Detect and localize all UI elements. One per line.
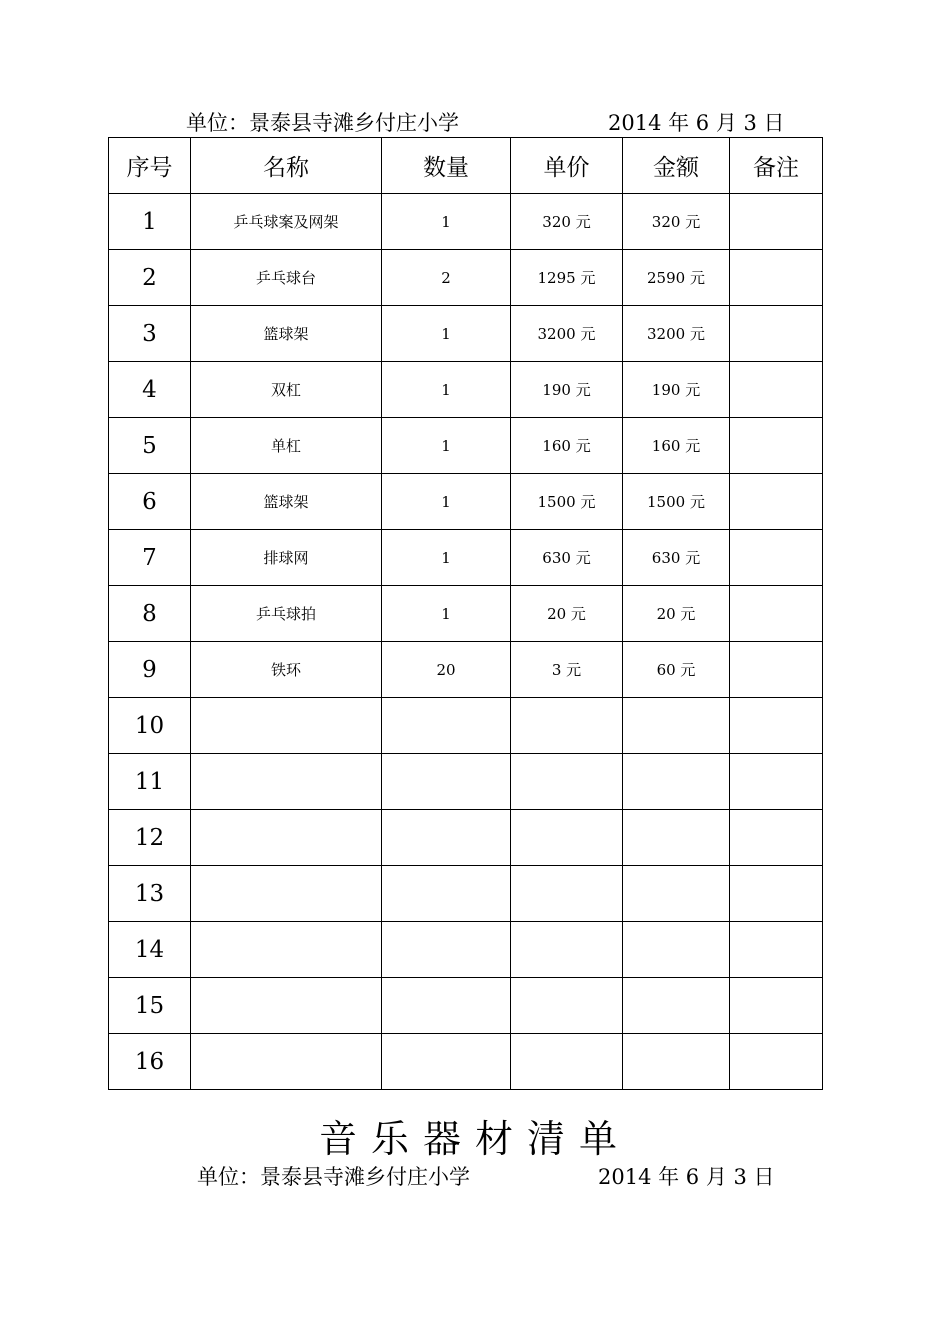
cell-note	[730, 698, 823, 754]
cell-no: 8	[109, 586, 191, 642]
cell-note	[730, 642, 823, 698]
cell-price: 3200 元	[511, 306, 623, 362]
cell-no: 16	[109, 1034, 191, 1090]
cell-amount	[623, 922, 730, 978]
table-row	[109, 978, 823, 1034]
cell-price	[511, 810, 623, 866]
cell-no: 9	[109, 642, 191, 698]
cell-no: 4	[109, 362, 191, 418]
cell-note	[730, 978, 823, 1034]
cell-price: 1500 元	[511, 474, 623, 530]
cell-qty	[382, 1034, 511, 1090]
table-body	[109, 194, 823, 1090]
cell-amount	[623, 754, 730, 810]
cell-qty	[382, 754, 511, 810]
equipment-table	[108, 137, 823, 1090]
table-row	[109, 250, 823, 306]
cell-name	[191, 866, 382, 922]
cell-qty	[382, 866, 511, 922]
cell-price	[511, 754, 623, 810]
cell-no: 3	[109, 306, 191, 362]
cell-no: 10	[109, 698, 191, 754]
date-label-top: 2014 年 6 月 3 日	[608, 111, 785, 135]
cell-price: 320 元	[511, 194, 623, 250]
cell-name	[191, 1034, 382, 1090]
unit-label-bottom: 单位：景泰县寺滩乡付庄小学	[197, 1165, 470, 1189]
cell-price: 3 元	[511, 642, 623, 698]
cell-amount	[623, 978, 730, 1034]
cell-price: 190 元	[511, 362, 623, 418]
cell-amount: 320 元	[623, 194, 730, 250]
cell-qty: 2	[382, 250, 511, 306]
cell-price: 20 元	[511, 586, 623, 642]
cell-qty	[382, 978, 511, 1034]
header-no: 序号	[109, 138, 191, 194]
header-price: 单价	[511, 138, 623, 194]
table-row	[109, 866, 823, 922]
cell-amount	[623, 866, 730, 922]
header-name: 名称	[191, 138, 382, 194]
cell-price	[511, 922, 623, 978]
header-amount: 金额	[623, 138, 730, 194]
cell-amount: 160 元	[623, 418, 730, 474]
table-row	[109, 922, 823, 978]
header-note: 备注	[730, 138, 823, 194]
cell-qty: 20	[382, 642, 511, 698]
cell-no: 13	[109, 866, 191, 922]
table-row	[109, 642, 823, 698]
header-qty: 数量	[382, 138, 511, 194]
cell-note	[730, 418, 823, 474]
cell-note	[730, 250, 823, 306]
cell-price	[511, 1034, 623, 1090]
table-row	[109, 306, 823, 362]
cell-amount	[623, 698, 730, 754]
table-header-row	[109, 138, 823, 194]
cell-note	[730, 306, 823, 362]
cell-no: 7	[109, 530, 191, 586]
cell-qty: 1	[382, 194, 511, 250]
cell-qty: 1	[382, 306, 511, 362]
cell-name: 铁环	[191, 642, 382, 698]
cell-qty: 1	[382, 530, 511, 586]
cell-name: 排球网	[191, 530, 382, 586]
cell-qty: 1	[382, 418, 511, 474]
cell-name: 单杠	[191, 418, 382, 474]
cell-amount	[623, 1034, 730, 1090]
table-row	[109, 362, 823, 418]
table-row	[109, 1034, 823, 1090]
table-row	[109, 698, 823, 754]
cell-amount	[623, 810, 730, 866]
cell-name	[191, 810, 382, 866]
cell-name: 篮球架	[191, 474, 382, 530]
cell-qty	[382, 810, 511, 866]
cell-price: 160 元	[511, 418, 623, 474]
cell-price	[511, 978, 623, 1034]
cell-note	[730, 922, 823, 978]
cell-name: 双杠	[191, 362, 382, 418]
cell-name: 篮球架	[191, 306, 382, 362]
cell-qty: 1	[382, 474, 511, 530]
cell-no: 5	[109, 418, 191, 474]
cell-name: 乒乓球拍	[191, 586, 382, 642]
cell-name: 乒乓球案及网架	[191, 194, 382, 250]
cell-note	[730, 810, 823, 866]
cell-note	[730, 866, 823, 922]
table-row	[109, 194, 823, 250]
cell-price: 1295 元	[511, 250, 623, 306]
cell-note	[730, 1034, 823, 1090]
cell-amount: 190 元	[623, 362, 730, 418]
cell-no: 14	[109, 922, 191, 978]
table-row	[109, 754, 823, 810]
cell-price	[511, 866, 623, 922]
table-row	[109, 810, 823, 866]
table-row	[109, 586, 823, 642]
cell-name	[191, 698, 382, 754]
table-row	[109, 530, 823, 586]
cell-note	[730, 474, 823, 530]
cell-qty	[382, 922, 511, 978]
cell-no: 1	[109, 194, 191, 250]
table-row	[109, 474, 823, 530]
cell-qty: 1	[382, 362, 511, 418]
unit-label-top: 单位：景泰县寺滩乡付庄小学	[186, 111, 459, 135]
cell-qty: 1	[382, 586, 511, 642]
table-row	[109, 418, 823, 474]
cell-no: 6	[109, 474, 191, 530]
cell-qty	[382, 698, 511, 754]
cell-name: 乒乓球台	[191, 250, 382, 306]
section-title: 音乐器材清单	[318, 1117, 631, 1161]
cell-note	[730, 194, 823, 250]
cell-no: 2	[109, 250, 191, 306]
cell-amount: 1500 元	[623, 474, 730, 530]
cell-name	[191, 922, 382, 978]
cell-note	[730, 754, 823, 810]
cell-note	[730, 530, 823, 586]
cell-amount: 2590 元	[623, 250, 730, 306]
date-label-bottom: 2014 年 6 月 3 日	[598, 1165, 775, 1189]
cell-amount: 60 元	[623, 642, 730, 698]
cell-name	[191, 754, 382, 810]
cell-name	[191, 978, 382, 1034]
cell-note	[730, 586, 823, 642]
cell-amount: 3200 元	[623, 306, 730, 362]
cell-note	[730, 362, 823, 418]
cell-no: 12	[109, 810, 191, 866]
cell-price	[511, 698, 623, 754]
cell-no: 15	[109, 978, 191, 1034]
cell-price: 630 元	[511, 530, 623, 586]
cell-amount: 630 元	[623, 530, 730, 586]
cell-amount: 20 元	[623, 586, 730, 642]
cell-no: 11	[109, 754, 191, 810]
